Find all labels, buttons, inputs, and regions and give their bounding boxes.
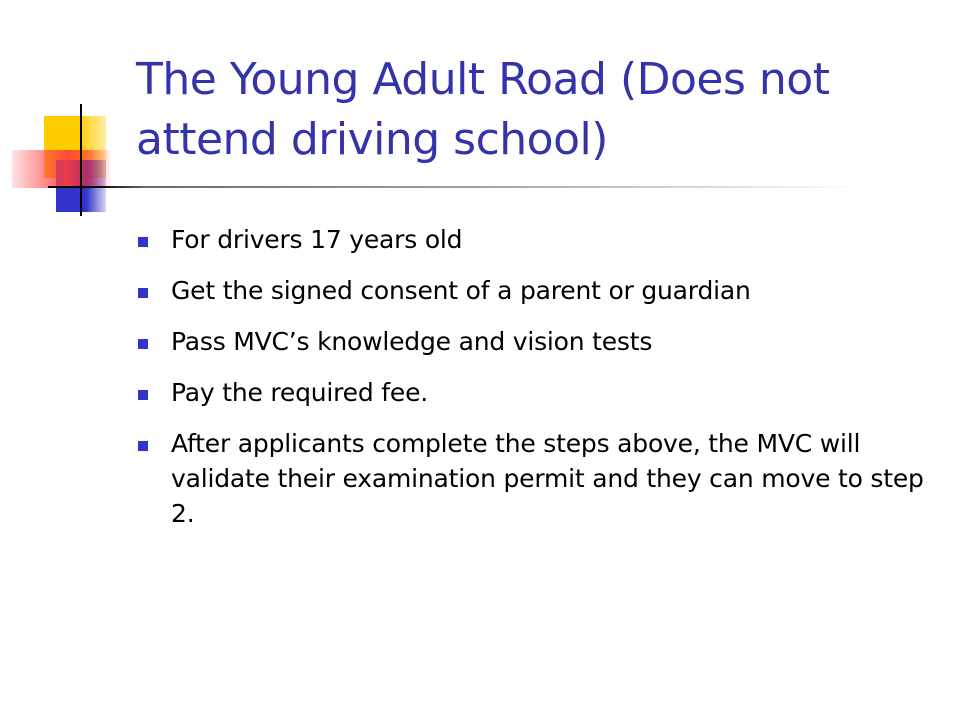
decorative-red-bar — [12, 150, 112, 188]
slide-title: The Young Adult Road (Does not attend driving school) — [136, 54, 830, 165]
square-bullet-icon — [138, 441, 148, 451]
bullet-item — [136, 222, 936, 257]
bullet-text: After applicants complete the steps above, the MVC will validate their examination permit and they can move to step 2. — [171, 429, 924, 528]
bullet-item — [136, 426, 936, 531]
bullet-text: Pass MVC’s knowledge and vision tests — [171, 327, 653, 356]
square-bullet-icon — [138, 288, 148, 298]
decorative-vertical-line — [80, 104, 82, 216]
bullet-text: For drivers 17 years old — [171, 225, 463, 254]
bullet-item — [136, 324, 936, 359]
title-underline-divider — [48, 186, 860, 188]
square-bullet-icon — [138, 339, 148, 349]
square-bullet-icon — [138, 390, 148, 400]
square-bullet-icon — [138, 237, 148, 247]
bullet-item — [136, 273, 936, 308]
bullet-item — [136, 375, 936, 410]
bullet-list — [136, 222, 936, 547]
bullet-text: Get the signed consent of a parent or guardian — [171, 276, 751, 305]
bullet-text: Pay the required fee. — [171, 378, 428, 407]
